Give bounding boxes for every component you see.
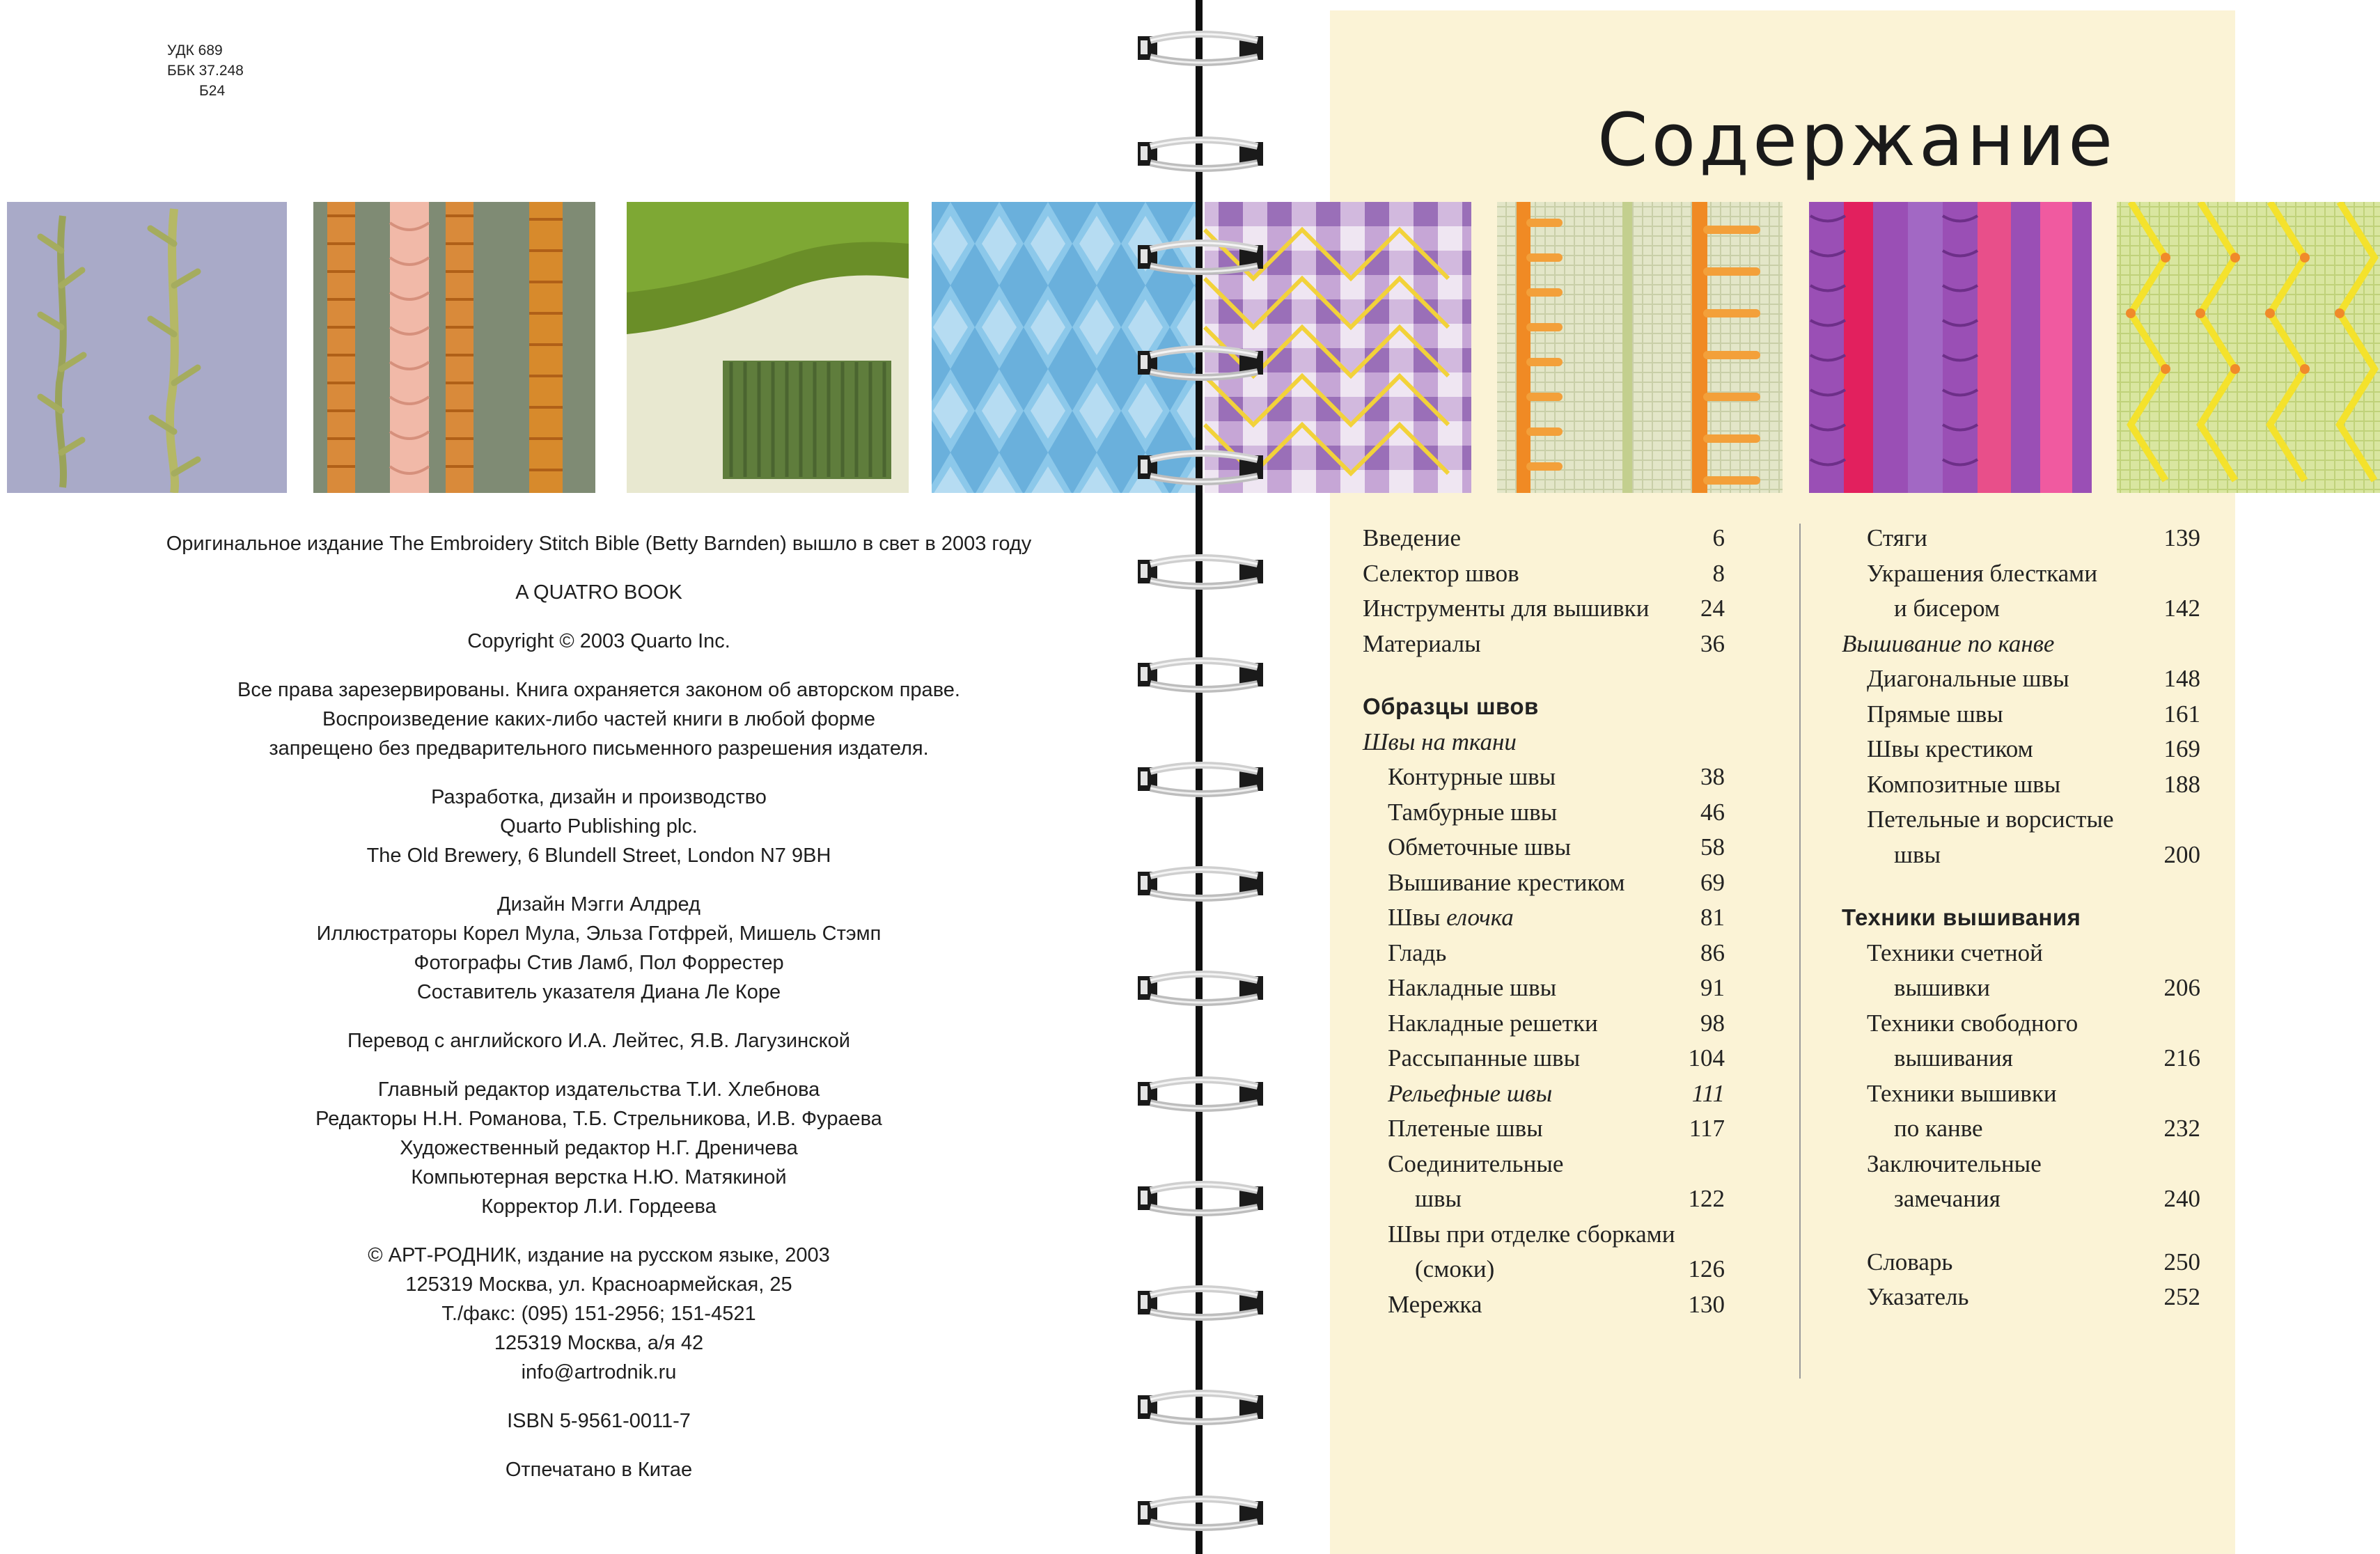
- imprint-isbn: ISBN 5-9561-0011-7: [507, 1410, 691, 1432]
- spiral-ring: [1135, 26, 1266, 70]
- toc-entry: [1363, 1006, 1725, 1042]
- imprint-rights-2: Воспроизведение каких-либо частей книги в любой форме: [322, 708, 875, 730]
- toc-entry: [1842, 802, 2200, 838]
- imprint-block: [0, 529, 1198, 1484]
- toc-entry-title: Заключительные: [1867, 1149, 2042, 1177]
- toc-entry-title: Селектор швов: [1363, 559, 1519, 587]
- toc-page-number: 130: [1688, 1290, 1725, 1318]
- toc-entry: [1363, 1287, 1725, 1323]
- imprint-publisher: © АРТ-РОДНИК, издание на русском языке, 2003: [368, 1244, 830, 1266]
- toc-entry-title: Швы: [1388, 904, 1447, 931]
- toc-entry-title: Указатель: [1867, 1283, 1969, 1310]
- udk-line: УДК 689: [167, 42, 223, 58]
- toc-spacer: [1363, 661, 1725, 689]
- toc-page-number: 8: [1712, 559, 1725, 587]
- imprint-photographers: Фотографы Стив Ламб, Пол Форрестер: [414, 952, 784, 974]
- imprint-layout: Компьютерная верстка Н.Ю. Матякиной: [411, 1166, 787, 1188]
- photo-buttonhole-stitch: [1497, 202, 1783, 493]
- toc-page-number: 126: [1688, 1255, 1725, 1282]
- spiral-ring: [1135, 1386, 1266, 1429]
- spiral-ring: [1135, 550, 1266, 593]
- toc-entry-title: Контурные швы: [1388, 763, 1556, 790]
- imprint-phone: Т./факс: (095) 151-2956; 151-4521: [441, 1303, 756, 1325]
- toc-entry: [1363, 865, 1725, 901]
- column-divider: [1799, 524, 1801, 1379]
- toc-page-number: 24: [1700, 595, 1725, 622]
- imprint-translation: Перевод с английского И.А. Лейтес, Я.В. Лагузинской: [347, 1030, 850, 1052]
- toc-page-number: 161: [2163, 700, 2200, 728]
- spiral-ring: [1135, 1281, 1266, 1324]
- toc-entry-title: Швы при отделке сборками: [1388, 1220, 1675, 1248]
- toc-entry-title: Стяги: [1867, 524, 1927, 551]
- photo-chain-stitch: [313, 202, 595, 493]
- toc-page-number: 148: [2163, 665, 2200, 692]
- toc-entry-title: Украшения блестками: [1867, 559, 2098, 587]
- toc-entry-continuation: [1842, 1111, 2200, 1147]
- spiral-ring: [1135, 653, 1266, 696]
- spiral-ring: [1135, 966, 1266, 1010]
- toc-entry-title: Петельные и ворсистые: [1867, 806, 2114, 833]
- imprint-printed: Отпечатано в Китае: [505, 1459, 693, 1481]
- toc-entry-continuation: [1842, 591, 2200, 627]
- toc-entry: [1363, 760, 1725, 795]
- imprint-illustrators: Иллюстраторы Корел Мула, Эльза Готфрей, Мишель Стэмп: [316, 923, 882, 945]
- toc-page-number: 122: [1688, 1185, 1725, 1212]
- toc-page-number: 86: [1700, 939, 1725, 966]
- toc-entry-title: Техники счетной: [1867, 939, 2043, 966]
- toc-entry-title: Рельефные швы: [1388, 1079, 1553, 1107]
- toc-entry-continuation: [1363, 1182, 1725, 1217]
- imprint-original-edition: Оригинальное издание The Embroidery Stitch Bible (Betty Barnden) вышло в свет в 2003 году: [166, 533, 1032, 555]
- page-title: Содержание: [1597, 97, 2117, 182]
- imprint-proofreader: Корректор Л.И. Гордеева: [481, 1195, 717, 1218]
- toc-section-heading: [1842, 900, 2200, 936]
- toc-entry: [1842, 1147, 2200, 1182]
- imprint-art-editor: Художественный редактор Н.Г. Дреничева: [400, 1137, 798, 1159]
- toc-entry-title: по канве: [1894, 1115, 1983, 1142]
- toc-entry-title: Тамбурные швы: [1388, 798, 1558, 826]
- toc-entry-continuation: [1842, 1041, 2200, 1076]
- toc-entry-title: Соединительные: [1388, 1149, 1564, 1177]
- toc-page-number: 46: [1700, 798, 1725, 826]
- toc-spacer: [1842, 1217, 2200, 1245]
- toc-page-number: 104: [1688, 1044, 1725, 1072]
- toc-entry: [1363, 830, 1725, 865]
- toc-entry-title: швы: [1415, 1185, 1462, 1212]
- photo-knitted-stitch: [1809, 202, 2092, 493]
- imprint-rights-1: Все права зарезервированы. Книга охраняется законом об авторском праве.: [237, 679, 960, 701]
- toc-page-number: 139: [2163, 524, 2200, 551]
- toc-subsection: [1363, 725, 1725, 760]
- spiral-ring: [1135, 1491, 1266, 1535]
- toc-entry: [1363, 1111, 1725, 1147]
- toc-entry-title: Обметочные швы: [1388, 833, 1571, 861]
- toc-entry-title: Материалы: [1363, 629, 1481, 657]
- toc-entry-title: Техники вышивания: [1842, 904, 2081, 930]
- toc-entry: [1363, 1076, 1725, 1112]
- photo-feather-stitch: [7, 202, 287, 493]
- toc-entry: [1842, 556, 2200, 592]
- imprint-indexer: Составитель указателя Диана Ле Коре: [416, 981, 781, 1003]
- toc-entry-title: Прямые швы: [1867, 700, 2003, 728]
- toc-entry: [1842, 1006, 2200, 1042]
- toc-entry-title: Образцы швов: [1363, 693, 1539, 719]
- toc-entry: [1363, 1147, 1725, 1182]
- toc-entry-title: Техники свободного: [1867, 1009, 2078, 1037]
- spiral-ring: [1135, 1072, 1266, 1115]
- toc-entry-title: Рассыпанные швы: [1388, 1044, 1581, 1072]
- toc-entry: [1842, 732, 2200, 767]
- toc-page-number: 240: [2163, 1185, 2200, 1212]
- imprint-chief-editor: Главный редактор издательства Т.И. Хлебнова: [377, 1078, 820, 1101]
- toc-spacer: [1842, 872, 2200, 900]
- toc-entry-title: швы: [1894, 840, 1941, 868]
- toc-page-number: 169: [2163, 735, 2200, 762]
- imprint-production-2: Quarto Publishing plc.: [500, 815, 698, 838]
- imprint-design: Дизайн Мэгги Алдред: [497, 893, 700, 916]
- author-mark-line: Б24: [199, 83, 226, 99]
- toc-entry-title: Мережка: [1388, 1290, 1482, 1318]
- toc-entry: [1842, 1245, 2200, 1280]
- toc-entry: [1842, 697, 2200, 732]
- spiral-ring: [1135, 758, 1266, 801]
- toc-page-number: 206: [2163, 974, 2200, 1001]
- toc-page-number: 216: [2163, 1044, 2200, 1072]
- spiral-ring: [1135, 446, 1266, 489]
- imprint-po-box: 125319 Москва, а/я 42: [494, 1332, 704, 1354]
- toc-entry-title: Вышивание по канве: [1842, 629, 2055, 657]
- toc-page-number: 117: [1689, 1115, 1725, 1142]
- toc-entry-title: Швы крестиком: [1867, 735, 2033, 762]
- toc-entry: [1363, 1217, 1725, 1253]
- toc-section-heading: [1363, 689, 1725, 725]
- imprint-production-1: Разработка, дизайн и производство: [431, 786, 767, 808]
- spiral-ring: [1135, 862, 1266, 905]
- toc-entry-title: Техники вышивки: [1867, 1079, 2057, 1107]
- imprint-copyright: Copyright © 2003 Quarto Inc.: [467, 630, 730, 652]
- toc-entry-title: Вышивание крестиком: [1388, 868, 1625, 896]
- toc-entry-continuation: [1842, 838, 2200, 873]
- toc-entry: [1842, 1076, 2200, 1112]
- toc-entry: [1842, 661, 2200, 697]
- toc-page-number: 81: [1700, 904, 1725, 931]
- toc-subsection: [1842, 627, 2200, 662]
- toc-page-number: 188: [2163, 770, 2200, 798]
- photo-herringbone-stitch: [2117, 202, 2380, 493]
- bbk-line: ББК 37.248: [167, 63, 244, 79]
- toc-entry: [1363, 900, 1725, 936]
- toc-entry-title-italic: елочка: [1446, 904, 1514, 931]
- toc-entry: [1363, 556, 1725, 592]
- udk-classification: [167, 40, 244, 101]
- toc-page-number: 6: [1712, 524, 1725, 551]
- toc-page-number: 200: [2163, 840, 2200, 868]
- spiral-ring: [1135, 132, 1266, 175]
- toc-page-number: 36: [1700, 629, 1725, 657]
- toc-entry-title: Инструменты для вышивки: [1363, 595, 1650, 622]
- toc-page-number: 58: [1700, 833, 1725, 861]
- toc-entry: [1363, 936, 1725, 971]
- toc-entry-title: Плетеные швы: [1388, 1115, 1543, 1142]
- toc-entry-title: Диагональные швы: [1867, 665, 2069, 692]
- toc-column-right: [1842, 521, 2200, 1315]
- toc-page-number: 91: [1700, 974, 1725, 1001]
- toc-entry-title: и бисером: [1894, 595, 2000, 622]
- toc-entry-title: Накладные швы: [1388, 974, 1557, 1001]
- toc-entry-title: Гладь: [1388, 939, 1447, 966]
- toc-entry-title: Словарь: [1867, 1248, 1953, 1276]
- toc-entry-title: Композитные швы: [1867, 770, 2061, 798]
- toc-entry: [1363, 1041, 1725, 1076]
- spiral-ring: [1135, 235, 1266, 278]
- toc-entry-continuation: [1842, 1182, 2200, 1217]
- toc-page-number: 111: [1691, 1079, 1725, 1107]
- toc-entry-title: замечания: [1894, 1185, 2001, 1212]
- toc-page-number: 232: [2163, 1115, 2200, 1142]
- toc-entry-title: вышивания: [1894, 1044, 2013, 1072]
- toc-page-number: 38: [1700, 763, 1725, 790]
- imprint-address: 125319 Москва, ул. Красноармейская, 25: [405, 1273, 792, 1296]
- toc-entry-title: вышивки: [1894, 974, 1990, 1001]
- toc-entry: [1842, 521, 2200, 556]
- toc-entry-continuation: [1842, 971, 2200, 1006]
- spiral-ring: [1135, 341, 1266, 384]
- toc-entry: [1363, 795, 1725, 831]
- toc-page-number: 69: [1700, 868, 1725, 896]
- toc-entry: [1363, 591, 1725, 627]
- toc-page-number: 142: [2163, 595, 2200, 622]
- toc-entry: [1363, 521, 1725, 556]
- toc-entry: [1363, 971, 1725, 1006]
- toc-entry: [1363, 627, 1725, 662]
- toc-column-left: [1363, 521, 1725, 1322]
- toc-entry: [1842, 936, 2200, 971]
- toc-page-number: 98: [1700, 1009, 1725, 1037]
- toc-entry-title: Введение: [1363, 524, 1462, 551]
- toc-entry: [1842, 1280, 2200, 1315]
- imprint-quatro: A QUATRO BOOK: [515, 581, 682, 604]
- photo-satin-stitch: [627, 202, 909, 493]
- toc-page-number: 252: [2163, 1283, 2200, 1310]
- toc-entry-continuation: [1363, 1252, 1725, 1287]
- toc-entry: [1842, 767, 2200, 803]
- toc-entry-title: (смоки): [1415, 1255, 1495, 1282]
- imprint-email: info@artrodnik.ru: [521, 1361, 677, 1383]
- toc-page-number: 250: [2163, 1248, 2200, 1276]
- toc-entry-title: Накладные решетки: [1388, 1009, 1598, 1037]
- imprint-rights-3: запрещено без предварительного письменного разрешения издателя.: [269, 737, 929, 760]
- imprint-production-3: The Old Brewery, 6 Blundell Street, London N7 9BH: [366, 845, 831, 867]
- toc-entry-title: Швы на ткани: [1363, 728, 1517, 755]
- spiral-ring: [1135, 1177, 1266, 1220]
- imprint-editors: Редакторы Н.Н. Романова, Т.Б. Стрельникова, И.В. Фураева: [315, 1108, 882, 1130]
